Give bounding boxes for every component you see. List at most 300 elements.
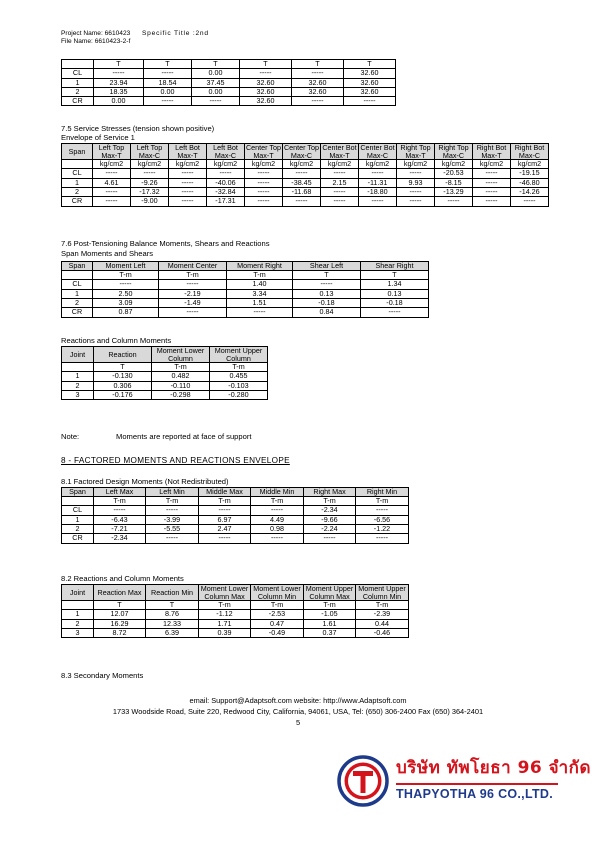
table-cell: 12.07	[94, 610, 146, 619]
table-cell: -----	[144, 69, 192, 78]
pt-balance-table	[61, 261, 429, 318]
table-cell: -----	[344, 97, 396, 106]
table-cell: 0.306	[94, 381, 152, 390]
table-cell: Moment Center	[159, 262, 227, 271]
table-cell: 32.60	[240, 97, 292, 106]
table-cell: -----	[199, 534, 251, 543]
table-cell: 2.15	[321, 178, 359, 187]
logo-english-name: THAPYOTHA 96 CO.,LTD.	[396, 787, 554, 801]
table-cell: kg/cm2	[397, 160, 435, 169]
table-cell: 9.93	[397, 178, 435, 187]
table-cell: 1.40	[227, 280, 293, 289]
row-label-cell: 1	[62, 178, 93, 187]
table-cell: -0.110	[152, 381, 210, 390]
table-cell: 0.00	[94, 97, 144, 106]
table-cell: -8.15	[435, 178, 473, 187]
table-cell: Middle Min	[251, 488, 304, 497]
table-cell: T-m	[251, 601, 304, 610]
table-cell: -1.49	[159, 299, 227, 308]
row-label-cell: Joint	[62, 585, 94, 601]
table-cell: -2.19	[159, 289, 227, 298]
table-units-row	[62, 363, 268, 372]
table-cell: -11.31	[359, 178, 397, 187]
table-cell: -----	[397, 187, 435, 196]
table-cell: 6.39	[146, 628, 199, 637]
table-cell: 0.00	[144, 87, 192, 96]
company-logo-icon	[336, 754, 390, 808]
row-label-cell: 1	[62, 610, 94, 619]
table-cell: Reaction	[94, 347, 152, 363]
row-label-cell: 1	[62, 78, 94, 87]
table-cell: T-m	[159, 271, 227, 280]
table-cell: T	[344, 60, 396, 69]
table-cell: T-m	[304, 601, 356, 610]
table-cell: 32.60	[344, 78, 396, 87]
table-cell: -0.280	[210, 390, 268, 399]
table-cell: -0.130	[94, 372, 152, 381]
table-cell: 0.37	[304, 628, 356, 637]
table-cell: 32.60	[240, 87, 292, 96]
table-cell: -----	[227, 308, 293, 317]
table-cell: -----	[207, 169, 245, 178]
table-cell: Moment Right	[227, 262, 293, 271]
table-cell: 2.47	[199, 525, 251, 534]
table-cell: -2.53	[251, 610, 304, 619]
page-header	[61, 30, 209, 45]
table-cell: -----	[361, 308, 429, 317]
top-table	[61, 59, 396, 106]
table-cell: 32.60	[292, 87, 344, 96]
table-cell: -----	[293, 280, 361, 289]
table-cell: -----	[473, 197, 511, 206]
table-cell: -----	[94, 506, 146, 515]
row-label-cell: 2	[62, 187, 93, 196]
table-cell: -17.32	[131, 187, 169, 196]
table-cell: -----	[93, 169, 131, 178]
row-label-cell: CR	[62, 534, 94, 543]
table-units-row	[62, 497, 409, 506]
table-cell: T-m	[356, 497, 409, 506]
table-cell: Reaction Max	[94, 585, 146, 601]
table-cell: -----	[473, 178, 511, 187]
table-cell: -20.53	[435, 169, 473, 178]
table-cell: 16.29	[94, 619, 146, 628]
table-cell: -----	[435, 197, 473, 206]
table-row	[62, 87, 396, 96]
table-row	[62, 628, 409, 637]
table-cell: 0.13	[293, 289, 361, 298]
table-cell: 0.87	[93, 308, 159, 317]
reactions-subtitle: Reactions and Column Moments	[61, 336, 172, 345]
section-8-1-title: 8.1 Factored Design Moments (Not Redistributed)	[61, 477, 229, 486]
table-units-row	[62, 60, 396, 69]
table-cell: -9.66	[304, 515, 356, 524]
table-cell: Right Top Max-T	[397, 144, 435, 160]
table-cell: T	[94, 60, 144, 69]
table-cell: -2.24	[304, 525, 356, 534]
table-cell: -32.84	[207, 187, 245, 196]
table-cell: -----	[356, 506, 409, 515]
table-cell: -----	[146, 534, 199, 543]
row-label-cell: 1	[62, 372, 94, 381]
table-cell: 0.39	[199, 628, 251, 637]
table-cell: -2.39	[356, 610, 409, 619]
table-cell: -38.45	[283, 178, 321, 187]
table-cell: -6.56	[356, 515, 409, 524]
table-cell: Left Bot Max-T	[169, 144, 207, 160]
table-row	[62, 381, 268, 390]
table-cell: -----	[359, 169, 397, 178]
table-cell: Left Bot Max-C	[207, 144, 245, 160]
row-label-cell: 2	[62, 299, 93, 308]
table-cell: T-m	[199, 497, 251, 506]
row-label-cell: 3	[62, 390, 94, 399]
table-cell: kg/cm2	[283, 160, 321, 169]
table-cell: -1.12	[199, 610, 251, 619]
row-label-cell: CR	[62, 97, 94, 106]
table-cell: -----	[93, 187, 131, 196]
table-cell: -0.18	[293, 299, 361, 308]
row-label-cell: 2	[62, 619, 94, 628]
table-cell: Right Max	[304, 488, 356, 497]
table-cell: kg/cm2	[435, 160, 473, 169]
table-cell: 1.34	[361, 280, 429, 289]
table-cell: -5.55	[146, 525, 199, 534]
logo-thai-name: บริษัท ทัพโยธา 96 จำกัด	[396, 758, 592, 778]
table-cell: 8.76	[146, 610, 199, 619]
table-row	[62, 69, 396, 78]
table-cell: -----	[283, 169, 321, 178]
table-cell: T-m	[93, 271, 159, 280]
table-cell: T-m	[304, 497, 356, 506]
table-cell: 0.84	[293, 308, 361, 317]
factored-moments-table	[61, 487, 409, 544]
table-cell: Middle Max	[199, 488, 251, 497]
reactions-column-moments-table	[61, 346, 268, 400]
table-cell: 23.94	[94, 78, 144, 87]
section-8-3-title: 8.3 Secondary Moments	[61, 671, 144, 680]
table-cell: T	[292, 60, 344, 69]
table-cell: -40.06	[207, 178, 245, 187]
table-row	[62, 280, 429, 289]
table-cell: -17.31	[207, 197, 245, 206]
table-cell: Moment Lower Column	[152, 347, 210, 363]
table-cell: 1.61	[304, 619, 356, 628]
table-cell: 32.60	[344, 69, 396, 78]
table-cell: kg/cm2	[321, 160, 359, 169]
table-cell: -----	[192, 97, 240, 106]
table-cell: -----	[245, 187, 283, 196]
table-cell: -----	[93, 197, 131, 206]
table-cell: kg/cm2	[359, 160, 397, 169]
table-cell: -----	[292, 97, 344, 106]
footer-address: 1733 Woodside Road, Suite 220, Redwood City, California, 94061, USA, Tel: (650) 306-2400 Fax (650) 364-2401	[112, 707, 484, 716]
table-cell: Shear Right	[361, 262, 429, 271]
section-7-6-subtitle: Span Moments and Shears	[61, 249, 154, 258]
table-cell: kg/cm2	[169, 160, 207, 169]
table-cell: -6.43	[94, 515, 146, 524]
table-cell: -----	[245, 178, 283, 187]
table-cell: -7.21	[94, 525, 146, 534]
table-row	[62, 372, 268, 381]
table-row	[62, 178, 549, 187]
note-text: Moments are reported at face of support	[116, 432, 252, 441]
note-label: Note:	[61, 432, 80, 441]
table-cell: Left Top Max-T	[93, 144, 131, 160]
table-cell: Center Bot Max-C	[360, 143, 395, 160]
table-cell: -----	[159, 280, 227, 289]
section-7-5-subtitle: Envelope of Service 1	[61, 133, 135, 142]
table-cell: -----	[473, 169, 511, 178]
table-cell: T	[361, 271, 429, 280]
table-cell: -46.80	[511, 178, 549, 187]
table-cell: T	[146, 601, 199, 610]
table-cell: Moment Upper Column	[210, 347, 268, 363]
row-label-cell: 1	[62, 289, 93, 298]
table-cell: T-m	[199, 601, 251, 610]
table-cell: -----	[240, 69, 292, 78]
table-cell: -3.99	[146, 515, 199, 524]
table-cell: Moment Upper Column Min	[356, 585, 409, 601]
table-cell: Moment Upper Column Max	[304, 585, 356, 601]
table-cell: kg/cm2	[473, 160, 511, 169]
table-cell: -0.18	[361, 299, 429, 308]
table-cell: T-m	[210, 363, 268, 372]
row-label-cell	[62, 160, 93, 169]
table-header-row	[62, 347, 268, 363]
table-header-row	[62, 262, 429, 271]
table-cell: 0.482	[152, 372, 210, 381]
table-cell: -----	[359, 197, 397, 206]
table-cell: 0.455	[210, 372, 268, 381]
table-cell: kg/cm2	[511, 160, 549, 169]
table-cell: -9.00	[131, 197, 169, 206]
table-cell: -----	[321, 197, 359, 206]
table-cell: -0.49	[251, 628, 304, 637]
table-cell: 32.60	[292, 78, 344, 87]
row-label-cell	[62, 60, 94, 69]
table-cell: Center Top Max-T	[245, 143, 282, 160]
table-cell: Moment Lower Column Min	[251, 585, 304, 601]
table-cell: -----	[93, 280, 159, 289]
table-cell: 1.71	[199, 619, 251, 628]
table-cell: Moment Left	[93, 262, 159, 271]
table-cell: T-m	[94, 497, 146, 506]
table-cell: 1.51	[227, 299, 293, 308]
table-cell: -----	[397, 197, 435, 206]
table-cell: Left Top Max-C	[131, 144, 169, 160]
table-cell: -----	[131, 169, 169, 178]
company-logo	[334, 752, 592, 810]
table-cell: -----	[159, 308, 227, 317]
table-units-row	[62, 160, 549, 169]
table-cell: Right Bot Max-T	[473, 144, 511, 160]
table-cell: -14.26	[511, 187, 549, 196]
table-cell: -----	[292, 69, 344, 78]
logo-rule	[396, 783, 558, 785]
table-cell: -----	[144, 97, 192, 106]
table-cell: -9.26	[131, 178, 169, 187]
table-row	[62, 97, 396, 106]
table-header-row	[62, 585, 409, 601]
table-cell: -----	[304, 534, 356, 543]
row-label-cell: 1	[62, 515, 94, 524]
table-cell: -0.298	[152, 390, 210, 399]
table-header-row	[62, 144, 549, 160]
row-label-cell	[62, 363, 94, 372]
table-cell: -2.34	[94, 534, 146, 543]
row-label-cell: CL	[62, 169, 93, 178]
table-cell: 4.61	[93, 178, 131, 187]
table-cell: T	[94, 363, 152, 372]
table-cell: T	[94, 601, 146, 610]
table-cell: -----	[169, 169, 207, 178]
table-cell: -1.05	[304, 610, 356, 619]
table-header-row	[62, 488, 409, 497]
table-cell: -----	[283, 197, 321, 206]
table-cell: T-m	[251, 497, 304, 506]
project-line	[61, 30, 209, 38]
table-cell: -----	[251, 506, 304, 515]
row-label-cell: 2	[62, 525, 94, 534]
page-number: 5	[295, 718, 301, 727]
table-cell: 0.13	[361, 289, 429, 298]
table-cell: -19.15	[511, 169, 549, 178]
table-row	[62, 534, 409, 543]
table-cell: -0.46	[356, 628, 409, 637]
table-cell: T	[192, 60, 240, 69]
table-cell: 32.60	[240, 78, 292, 87]
row-label-cell: 2	[62, 381, 94, 390]
table-cell: kg/cm2	[131, 160, 169, 169]
row-label-cell	[62, 601, 94, 610]
table-row	[62, 299, 429, 308]
section-7-6-title: 7.6 Post-Tensioning Balance Moments, Shears and Reactions	[61, 239, 270, 248]
row-label-cell: Span	[62, 488, 94, 497]
table-cell: -13.29	[435, 187, 473, 196]
table-cell: T	[144, 60, 192, 69]
table-cell: Center Top Max-C	[283, 143, 320, 160]
table-cell: Left Min	[146, 488, 199, 497]
table-units-row	[62, 271, 429, 280]
table-row	[62, 197, 549, 206]
table-cell: 37.45	[192, 78, 240, 87]
table-cell: Reaction Min	[146, 585, 199, 601]
row-label-cell: CR	[62, 308, 93, 317]
table-cell: 32.60	[344, 87, 396, 96]
table-cell: 0.98	[251, 525, 304, 534]
table-cell: -----	[169, 178, 207, 187]
table-cell: kg/cm2	[93, 160, 131, 169]
specific-title: Specific Title :2nd	[141, 30, 209, 37]
row-label-cell: 3	[62, 628, 94, 637]
table-cell: -0.103	[210, 381, 268, 390]
table-cell: 2.50	[93, 289, 159, 298]
table-cell: -----	[169, 197, 207, 206]
row-label-cell: Span	[62, 144, 93, 160]
table-cell: Left Max	[94, 488, 146, 497]
table-cell: T-m	[146, 497, 199, 506]
table-row	[62, 619, 409, 628]
row-label-cell: CR	[62, 197, 93, 206]
table-cell: -----	[397, 169, 435, 178]
table-cell: kg/cm2	[245, 160, 283, 169]
table-cell: -18.80	[359, 187, 397, 196]
table-cell: T-m	[356, 601, 409, 610]
table-cell: Right Min	[356, 488, 409, 497]
reactions-factored-table	[61, 584, 409, 638]
service-stresses-table	[61, 143, 549, 207]
row-label-cell: Span	[62, 262, 93, 271]
row-label-cell: CL	[62, 69, 94, 78]
table-cell: -----	[199, 506, 251, 515]
row-label-cell	[62, 497, 94, 506]
row-label-cell	[62, 271, 93, 280]
table-cell: -1.22	[356, 525, 409, 534]
project-name: Project Name: 6610423	[61, 30, 131, 37]
row-label-cell: Joint	[62, 347, 94, 363]
table-cell: Shear Left	[293, 262, 361, 271]
table-cell: 0.00	[192, 87, 240, 96]
table-row	[62, 610, 409, 619]
table-cell: -----	[511, 197, 549, 206]
section-8-2-title: 8.2 Reactions and Column Moments	[61, 574, 184, 583]
table-row	[62, 525, 409, 534]
table-cell: T-m	[152, 363, 210, 372]
table-cell: 18.35	[94, 87, 144, 96]
row-label-cell: CL	[62, 506, 94, 515]
table-cell: Right Bot Max-C	[511, 144, 549, 160]
table-cell: -----	[169, 187, 207, 196]
table-row	[62, 187, 549, 196]
table-row	[62, 506, 409, 515]
table-cell: 18.54	[144, 78, 192, 87]
table-cell: -2.34	[304, 506, 356, 515]
section-7-5-title: 7.5 Service Stresses (tension shown positive)	[61, 124, 215, 133]
table-cell: -----	[473, 187, 511, 196]
table-cell: Right Top Max-C	[435, 144, 473, 160]
table-cell: Center Bot Max-T	[322, 143, 357, 160]
row-label-cell: CL	[62, 280, 93, 289]
row-label-cell: 2	[62, 87, 94, 96]
table-cell: 6.97	[199, 515, 251, 524]
table-cell: 0.44	[356, 619, 409, 628]
table-cell: Moment Lower Column Max	[199, 585, 251, 601]
table-row	[62, 169, 549, 178]
table-row	[62, 515, 409, 524]
file-name: File Name: 6610423-2-f	[61, 37, 131, 45]
table-row	[62, 308, 429, 317]
table-cell: 4.49	[251, 515, 304, 524]
table-cell: -----	[94, 69, 144, 78]
table-row	[62, 78, 396, 87]
table-cell: -----	[356, 534, 409, 543]
table-cell: 0.00	[192, 69, 240, 78]
table-cell: -11.68	[283, 187, 321, 196]
table-cell: -----	[321, 169, 359, 178]
table-cell: 0.47	[251, 619, 304, 628]
table-cell: 3.09	[93, 299, 159, 308]
table-row	[62, 289, 429, 298]
table-cell: 12.33	[146, 619, 199, 628]
table-cell: T-m	[227, 271, 293, 280]
table-cell: -----	[245, 169, 283, 178]
table-cell: -----	[251, 534, 304, 543]
table-cell: T	[293, 271, 361, 280]
table-row	[62, 390, 268, 399]
table-cell: T	[240, 60, 292, 69]
table-cell: -----	[146, 506, 199, 515]
